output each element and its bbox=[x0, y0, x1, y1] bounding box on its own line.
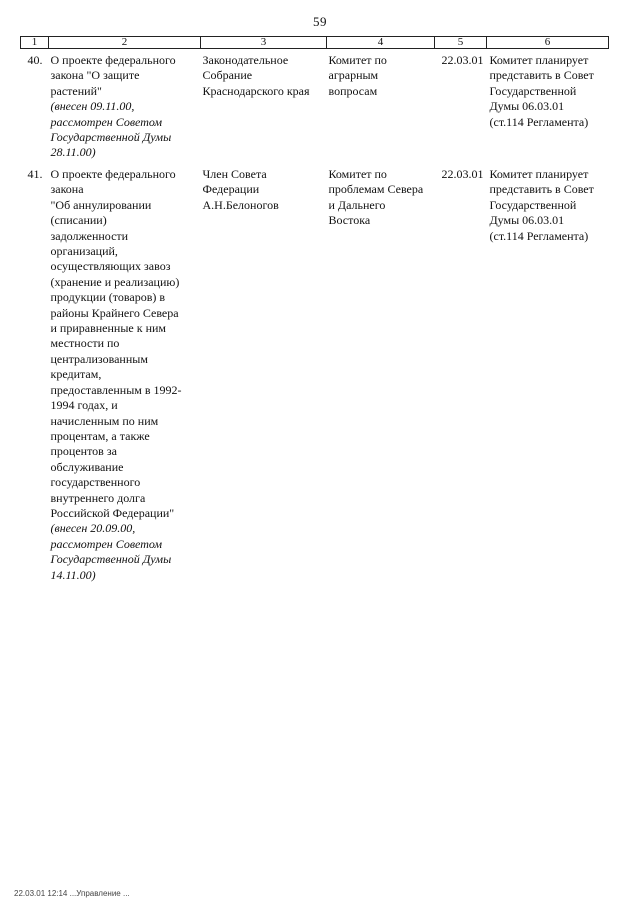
text-line: (внесен 09.11.00, bbox=[50, 99, 135, 114]
column-header-4: 4 bbox=[327, 37, 435, 49]
text-line: государственного bbox=[50, 475, 141, 490]
text-line: Комитет по bbox=[328, 167, 387, 181]
text-line: 14.11.00) bbox=[50, 567, 96, 582]
text-line: Комитет планирует bbox=[489, 167, 589, 181]
text-line: Государственной bbox=[489, 83, 577, 98]
row-number: 41. bbox=[27, 167, 43, 181]
text-line: кредитам, bbox=[50, 367, 102, 382]
text-line: Государственной bbox=[489, 197, 577, 212]
bill-title-cell bbox=[49, 167, 201, 583]
text-line: Государственной Думы bbox=[50, 130, 172, 145]
fax-footer: 22.03.01 12:14 ...Управление ... bbox=[14, 889, 130, 898]
text-line: Член Совета bbox=[202, 167, 267, 181]
decision-cell bbox=[487, 49, 609, 168]
column-header-6: 6 bbox=[487, 37, 609, 49]
bill-note bbox=[51, 99, 201, 161]
bill-title bbox=[51, 53, 201, 99]
text-line: Российской Федерации" bbox=[50, 505, 175, 520]
text-line: Востока bbox=[328, 213, 371, 228]
table-row bbox=[21, 167, 609, 583]
text-line: (хранение и реализацию) bbox=[50, 274, 180, 289]
bill-title-cell bbox=[49, 49, 201, 168]
text-line: закона "О защите bbox=[50, 68, 140, 83]
text-line: осуществляющих завоз bbox=[50, 259, 171, 274]
text-line: "Об аннулировании bbox=[50, 197, 152, 212]
table-row bbox=[21, 49, 609, 168]
decision-cell bbox=[487, 167, 609, 583]
text-line: внутреннего долга bbox=[50, 490, 146, 505]
text-line: (ст.114 Регламента) bbox=[489, 228, 589, 243]
text-line: задолженности bbox=[50, 228, 129, 243]
text-line: О проекте федерального bbox=[50, 53, 176, 67]
text-line: Государственной Думы bbox=[50, 552, 172, 567]
text-line: Собрание bbox=[202, 68, 253, 83]
text-line: процентам, а также bbox=[50, 428, 150, 443]
committee-cell bbox=[327, 49, 435, 168]
date-cell: 22.03.01 bbox=[441, 167, 484, 181]
text-line: продукции (товаров) в bbox=[50, 290, 166, 305]
text-line: (ст.114 Регламента) bbox=[489, 114, 589, 129]
text-line: районы Крайнего Севера bbox=[50, 305, 179, 320]
text-line: Думы 06.03.01 bbox=[489, 99, 565, 114]
text-line: О проекте федерального bbox=[50, 167, 176, 181]
text-line: рассмотрен Советом bbox=[50, 536, 163, 551]
text-line: представить в Совет bbox=[489, 182, 594, 197]
text-line: обслуживание bbox=[50, 459, 124, 474]
text-line: А.Н.Белоногов bbox=[202, 197, 279, 212]
text-line: (списании) bbox=[50, 213, 107, 228]
column-header-5: 5 bbox=[435, 37, 487, 49]
text-line: растений" bbox=[50, 83, 102, 98]
row-number: 40. bbox=[27, 53, 43, 67]
column-header-1: 1 bbox=[21, 37, 49, 49]
text-line: Комитет планирует bbox=[489, 53, 589, 67]
date-cell: 22.03.01 bbox=[441, 53, 484, 67]
initiator-cell bbox=[201, 49, 327, 168]
bill-note bbox=[51, 521, 201, 583]
text-line: 1994 годах, и bbox=[50, 398, 118, 413]
text-line: и Дальнего bbox=[328, 197, 386, 212]
text-line: процентов за bbox=[50, 444, 117, 459]
text-line: начисленным по ним bbox=[50, 413, 159, 428]
text-line: и приравненные к ним bbox=[50, 321, 167, 336]
text-line: рассмотрен Советом bbox=[50, 114, 163, 129]
text-line: Федерации bbox=[202, 182, 260, 197]
bill-table bbox=[20, 36, 609, 583]
column-number-row bbox=[21, 37, 609, 49]
column-header-2: 2 bbox=[49, 37, 201, 49]
text-line: проблемам Севера bbox=[328, 182, 424, 197]
text-line: Законодательное bbox=[202, 53, 289, 67]
text-line: Краснодарского края bbox=[202, 83, 310, 98]
text-line: организаций, bbox=[50, 244, 118, 259]
text-line: вопросам bbox=[328, 83, 378, 98]
text-line: закона bbox=[50, 182, 84, 197]
text-line: предоставленным в 1992- bbox=[50, 382, 182, 397]
text-line: Комитет по bbox=[328, 53, 387, 67]
page-number: 59 bbox=[313, 14, 327, 29]
text-line: 28.11.00) bbox=[50, 145, 96, 160]
text-line: аграрным bbox=[328, 68, 379, 83]
column-header-3: 3 bbox=[201, 37, 327, 49]
committee-cell bbox=[327, 167, 435, 583]
text-line: Думы 06.03.01 bbox=[489, 213, 565, 228]
bill-title bbox=[51, 167, 201, 521]
text-line: (внесен 20.09.00, bbox=[50, 521, 136, 536]
initiator-cell bbox=[201, 167, 327, 583]
text-line: представить в Совет bbox=[489, 68, 594, 83]
text-line: централизованным bbox=[50, 351, 148, 366]
text-line: местности по bbox=[50, 336, 120, 351]
